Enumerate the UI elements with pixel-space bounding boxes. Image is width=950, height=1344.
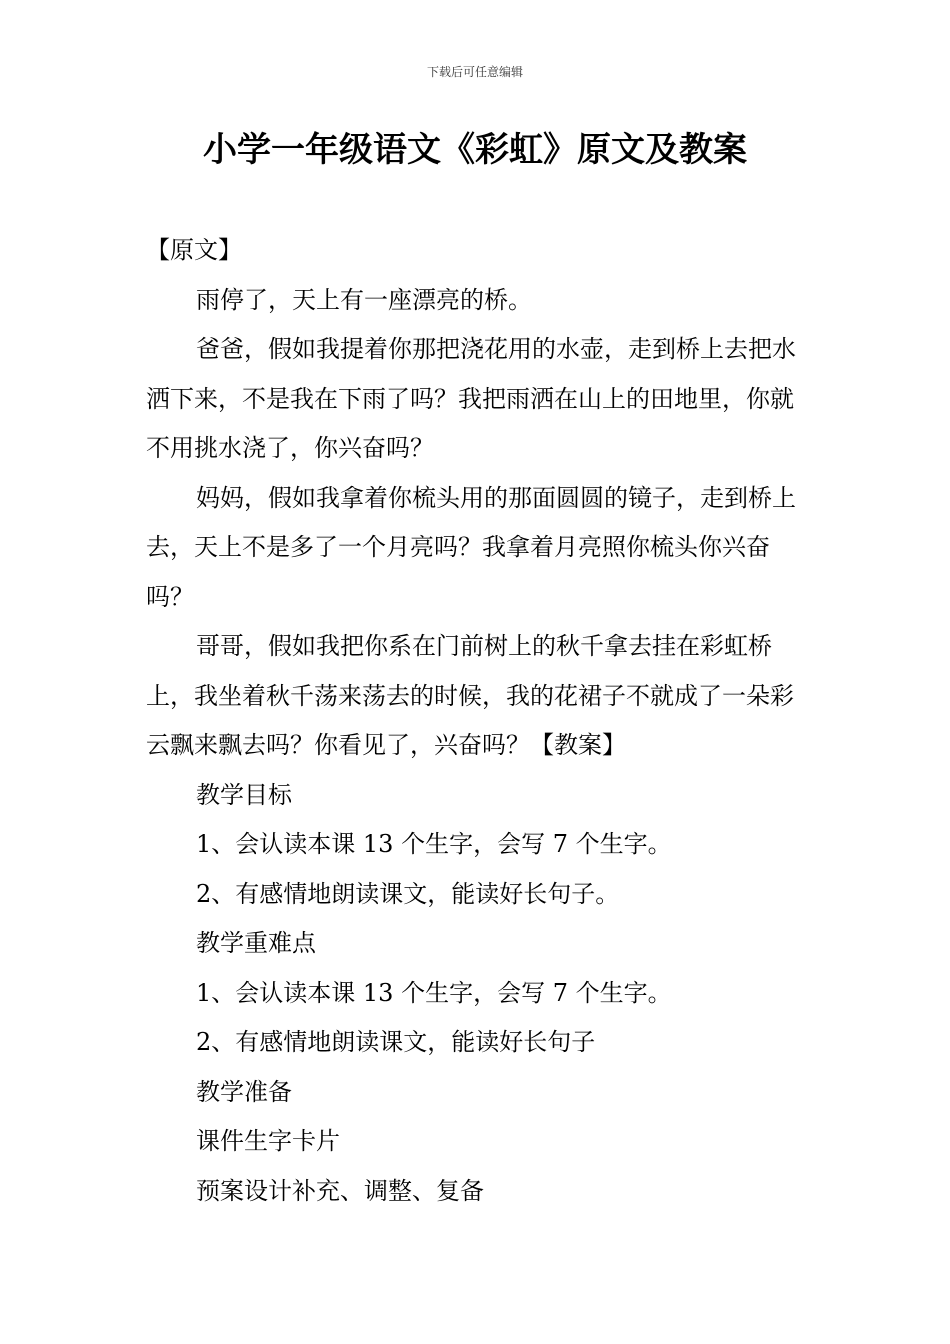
section-heading-original: 【原文】 (146, 236, 242, 264)
document-body (146, 226, 808, 1216)
lesson-item: 课件生字卡片 (196, 1127, 340, 1155)
lesson-heading-key-points: 教学重难点 (196, 929, 316, 957)
lesson-item: 1、会认读本课 13 个生字，会写 7 个生字。 (196, 830, 672, 858)
lesson-item: 2、有感情地朗读课文，能读好长句子 (196, 1028, 596, 1056)
paragraph: 雨停了，天上有一座漂亮的桥。 (196, 285, 532, 314)
lesson-heading-objectives: 教学目标 (196, 780, 292, 809)
lesson-item: 2、有感情地朗读课文，能读好长句子。 (196, 879, 620, 908)
paragraph: 哥哥，假如我把你系在门前树上的秋千拿去挂在彩虹桥上，我坐着秋千荡来荡去的时候，我的花裙子不就成了一朵彩云飘来飘去吗？你看见了，兴奋吗？【教案】 (146, 632, 794, 759)
paragraph: 妈妈，假如我拿着你梳头用的那面圆圆的镜子，走到桥上去，天上不是多了一个月亮吗？我拿着月亮照你梳头你兴奋吗？ (146, 483, 796, 611)
page-title: 小学一年级语文《彩虹》原文及教案 (203, 130, 747, 170)
lesson-heading-preparation: 教学准备 (196, 1077, 292, 1106)
paragraph: 爸爸，假如我提着你那把浇花用的水壶，走到桥上去把水洒下来，不是我在下雨了吗？我把雨洒在山上的田地里，你就不用挑水浇了，你兴奋吗？ (146, 335, 796, 462)
lesson-item: 1、会认读本课 13 个生字，会写 7 个生字。 (196, 978, 672, 1007)
header-note: 下载后可任意编辑 (426, 65, 523, 79)
lesson-item: 预案设计补充、调整、复备 (196, 1176, 484, 1205)
